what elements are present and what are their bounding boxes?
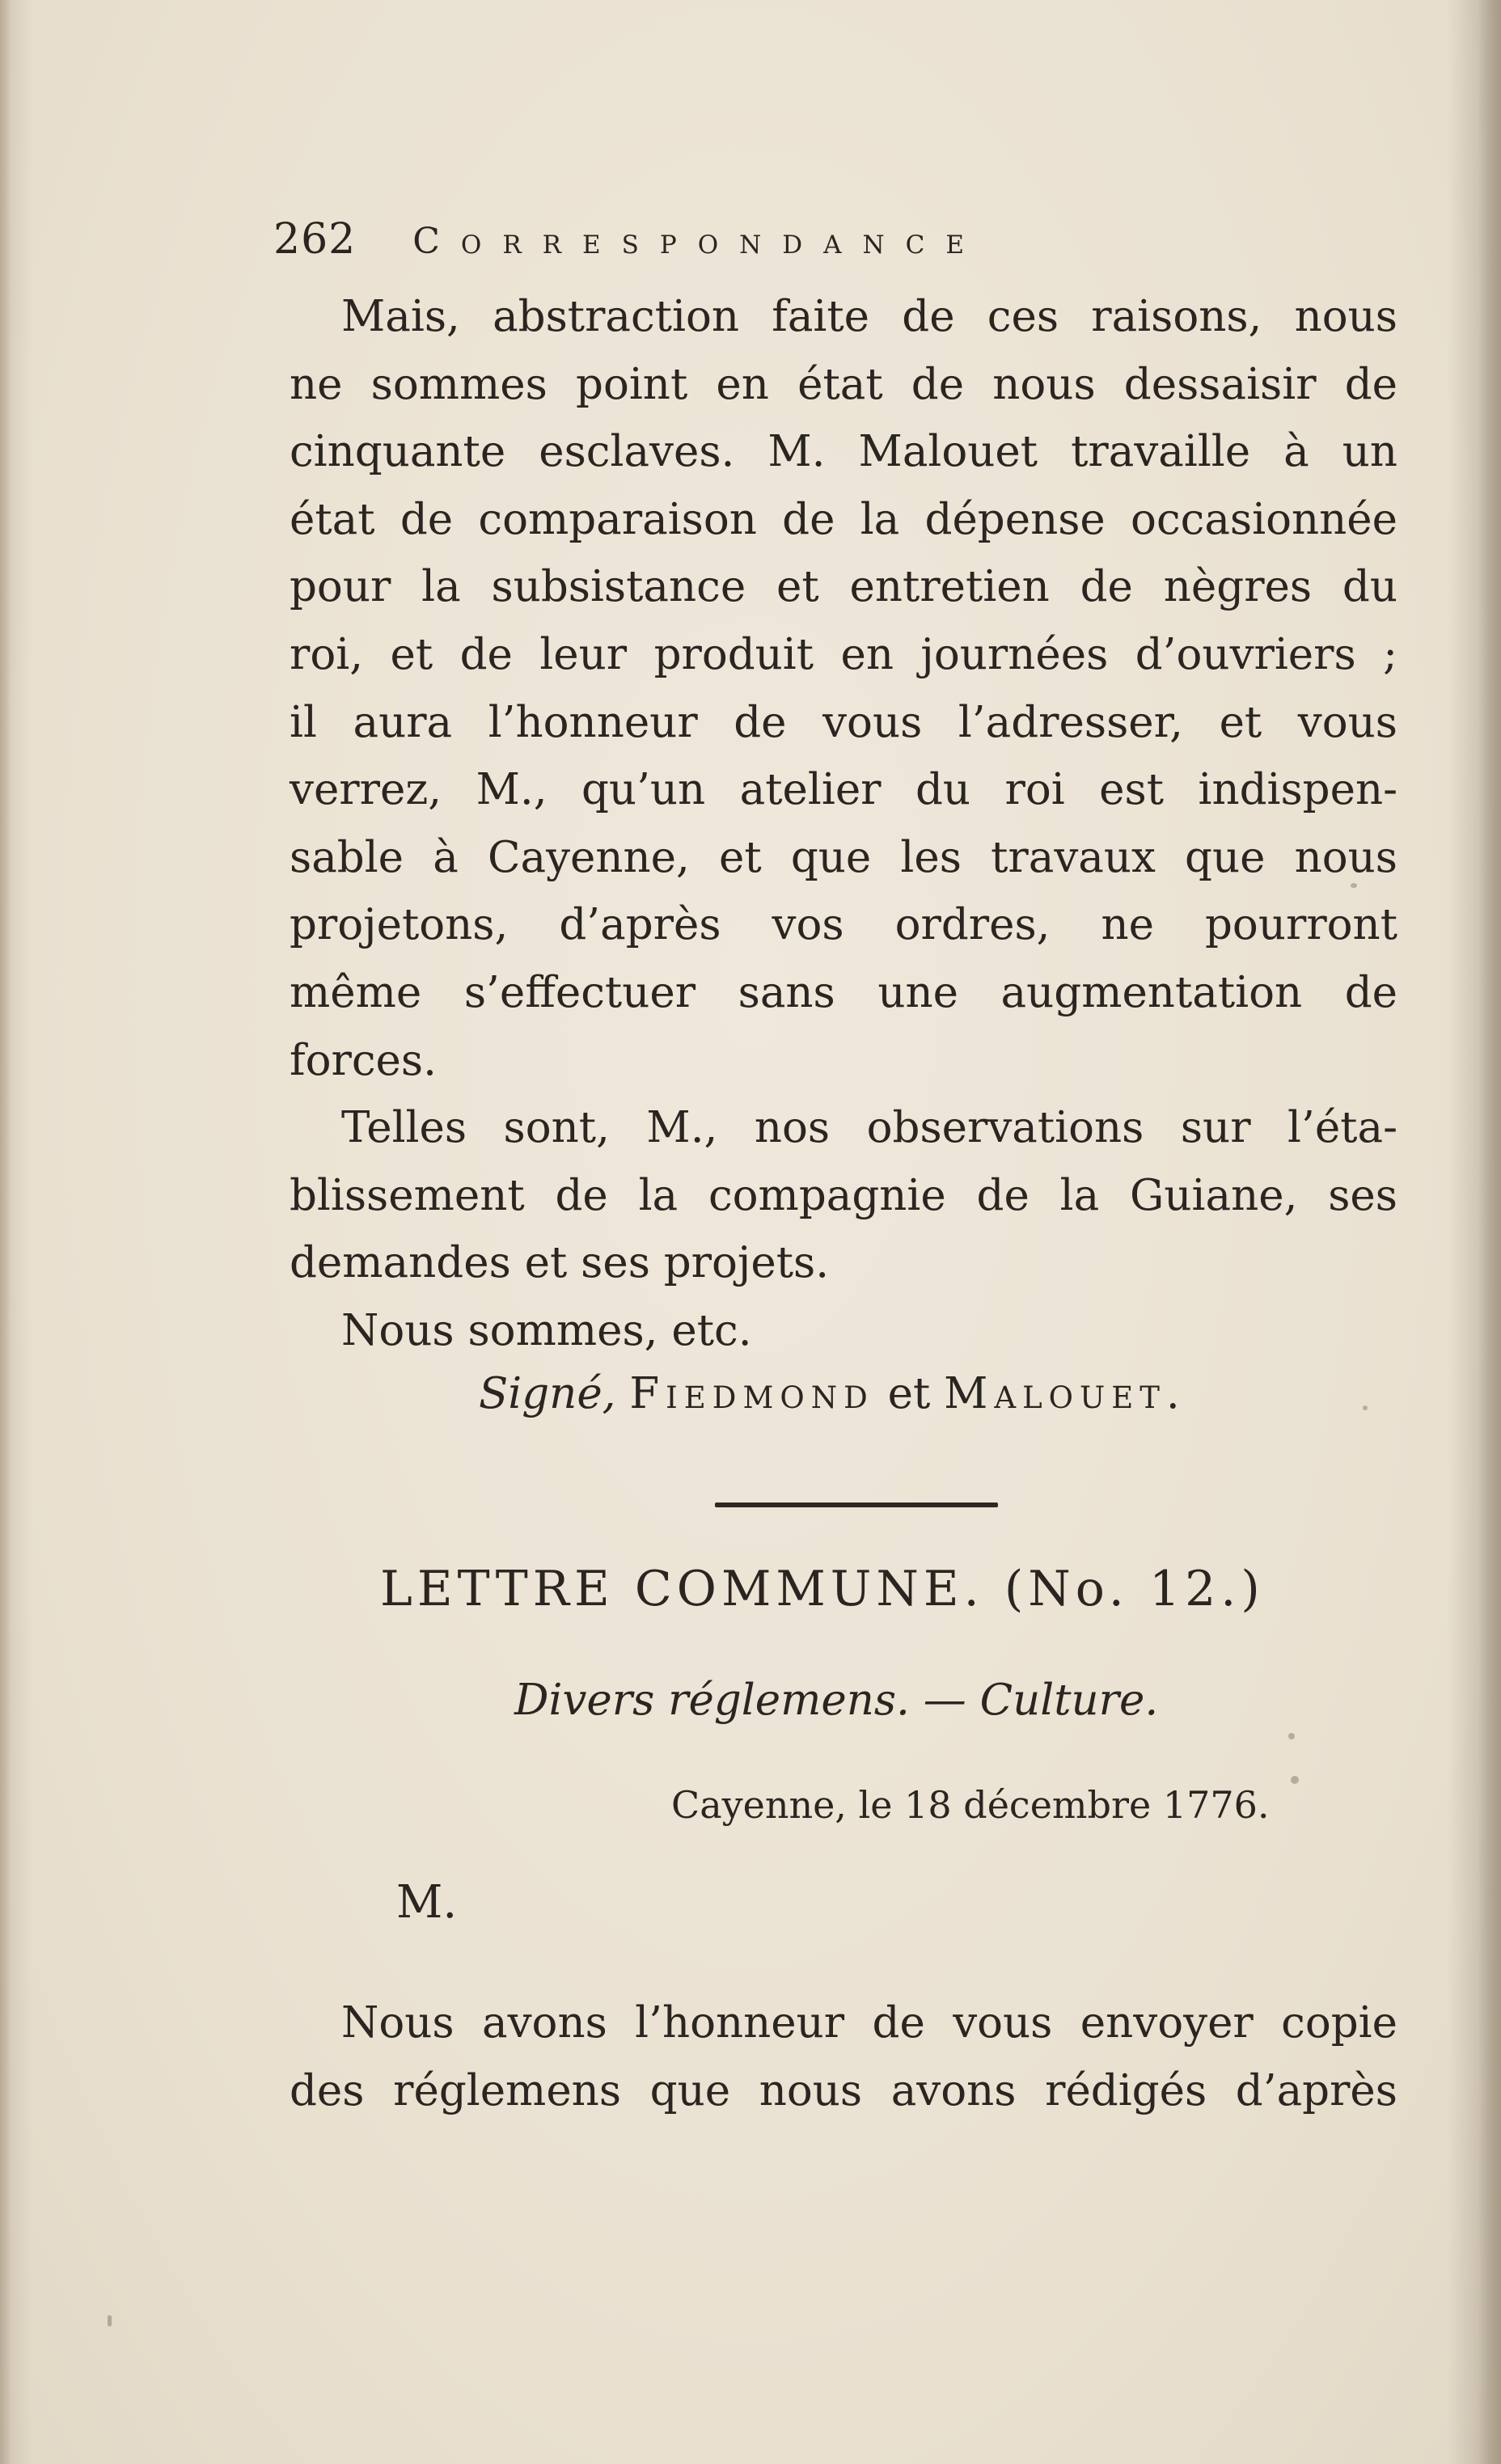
running-head [273, 215, 1276, 272]
text-line: des réglemens que nous avons rédigés d’après [290, 2065, 1397, 2115]
signature [479, 1369, 1186, 1418]
text-line: demandes et ses projets. [290, 1238, 830, 1288]
text-line: blissement de la compagnie de la Guiane, ses [290, 1170, 1397, 1220]
letter-salutation: M. [396, 1876, 458, 1929]
running-title: Correspondance [412, 221, 986, 262]
page-number: 262 [273, 215, 357, 264]
text-line: cinquante esclaves. M. Malouet travaille à un [290, 427, 1397, 477]
letter-dateline: Cayenne, le 18 décembre 1776. [671, 1783, 1270, 1827]
text-line: Nous avons l’honneur de vous envoyer copie [341, 1998, 1397, 2048]
text-line: même s’effectuer sans une augmentation de [290, 967, 1397, 1017]
text-line: Nous sommes, etc. [341, 1305, 752, 1355]
paper-spot [1291, 1776, 1299, 1784]
text-line: Telles sont, M., nos observations sur l’éta- [341, 1103, 1397, 1153]
letter-title: LETTRE COMMUNE. (No. 12.) [380, 1561, 1265, 1617]
text-line: roi, et de leur produit en journées d’ouvriers ; [290, 629, 1397, 679]
signature-conjunction: et [887, 1369, 931, 1418]
text-line: Mais, abstraction faite de ces raisons, nous [341, 292, 1397, 341]
paper-spot [108, 2315, 112, 2327]
page-edge-left [0, 0, 11, 2464]
text-line: verrez, M., qu’un atelier du roi est indispen- [290, 765, 1397, 815]
text-line: pour la subsistance et entretien de nègres du [290, 562, 1397, 612]
letter-subtitle: Divers réglemens. — Culture. [514, 1676, 1159, 1725]
paper-spot [1363, 1405, 1368, 1410]
letter-body [290, 1989, 1397, 2124]
text-line: il aura l’honneur de vous l’adresser, et vous [290, 697, 1397, 747]
text-line: forces. [290, 1035, 437, 1085]
page-edge-right [1478, 0, 1501, 2464]
text-line: sable à Cayenne, et que les travaux que nous [290, 832, 1397, 882]
text-line: projetons, d’après vos ordres, ne pourront [290, 900, 1397, 950]
text-line: ne sommes point en état de nous dessaisir de [290, 359, 1397, 409]
signature-name-malouet: Malouet. [944, 1369, 1186, 1418]
signature-signe: Signé, [479, 1369, 616, 1418]
signature-name-fiedmond: Fiedmond [629, 1369, 874, 1418]
paper-spot [1351, 883, 1357, 888]
body-text [290, 283, 1397, 1365]
text-line: état de comparaison de la dépense occasionnée [290, 494, 1397, 544]
paper-spot [1288, 1733, 1295, 1739]
section-divider [715, 1502, 998, 1507]
